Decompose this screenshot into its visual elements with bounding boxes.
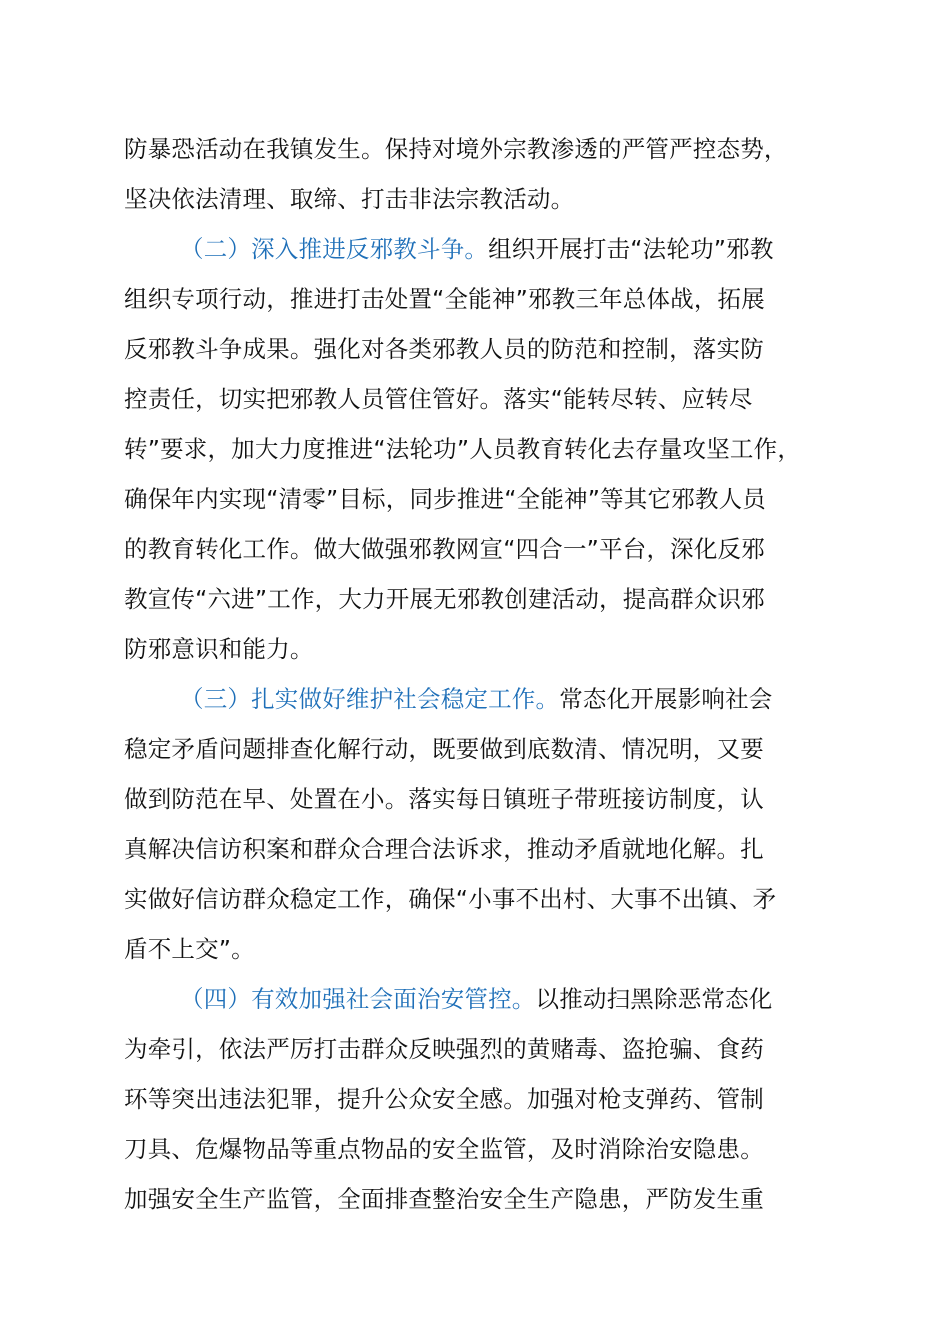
text-line xyxy=(124,724,844,774)
text-line xyxy=(124,324,844,374)
text-line xyxy=(124,874,844,924)
text-line xyxy=(124,274,844,324)
section-heading-3: （三）扎实做好维护社会稳定工作。 xyxy=(180,685,560,713)
line-text: 组织专项行动，推进打击处置“全能神”邪教三年总体战，拓展 xyxy=(124,285,765,313)
line-text: 确保年内实现“清零”目标，同步推进“全能神”等其它邪教人员 xyxy=(124,485,766,513)
line-text: 以推动扫黑除恶常态化 xyxy=(535,985,773,1013)
text-line xyxy=(124,824,844,874)
line-text: 加强安全生产监管，全面排查整治安全生产隐患，严防发生重 xyxy=(124,1185,764,1213)
line-text: 的教育转化工作。做大做强邪教网宣“四合一”平台，深化反邪 xyxy=(124,535,765,563)
text-line xyxy=(124,1124,844,1174)
section-heading-2: （二）深入推进反邪教斗争。 xyxy=(180,235,489,263)
text-line xyxy=(124,1174,844,1224)
section-heading-line-4 xyxy=(124,974,844,1024)
line-text: 做到防范在早、处置在小。落实每日镇班子带班接访制度，认 xyxy=(124,785,764,813)
line-text: 实做好信访群众稳定工作，确保“小事不出村、大事不出镇、矛 xyxy=(124,885,777,913)
document-body xyxy=(124,124,844,1224)
line-text: 真解决信访积案和群众合理合法诉求，推动矛盾就地化解。扎 xyxy=(124,835,764,863)
line-text: 组织开展打击“法轮功”邪教 xyxy=(488,235,774,263)
line-text: 盾不上交”。 xyxy=(124,935,255,963)
text-line xyxy=(124,924,844,974)
line-text: 教宣传“六进”工作，大力开展无邪教创建活动，提高群众识邪 xyxy=(124,585,765,613)
text-line xyxy=(124,624,844,674)
line-text: 刀具、危爆物品等重点物品的安全监管，及时消除治安隐患。 xyxy=(124,1135,764,1163)
text-line xyxy=(124,524,844,574)
text-line xyxy=(124,374,844,424)
text-line xyxy=(124,424,844,474)
line-text: 坚决依法清理、取缔、打击非法宗教活动。 xyxy=(124,185,575,213)
text-line xyxy=(124,124,844,174)
line-text: 防邪意识和能力。 xyxy=(124,635,314,663)
text-line xyxy=(124,1024,844,1074)
text-line xyxy=(124,1074,844,1124)
line-text: 常态化开展影响社会 xyxy=(559,685,773,713)
line-text: 转”要求，加大力度推进“法轮功”人员教育转化去存量攻坚工作， xyxy=(124,435,802,463)
line-text: 稳定矛盾问题排查化解行动，既要做到底数清、情况明，又要 xyxy=(124,735,764,763)
text-line xyxy=(124,174,844,224)
section-heading-4: （四）有效加强社会面治安管控。 xyxy=(180,985,536,1013)
section-heading-line-2 xyxy=(124,224,844,274)
section-heading-line-3 xyxy=(124,674,844,724)
text-line xyxy=(124,574,844,624)
line-text: 环等突出违法犯罪，提升公众安全感。加强对枪支弹药、管制 xyxy=(124,1085,764,1113)
line-text: 防暴恐活动在我镇发生。保持对境外宗教渗透的严管严控态势， xyxy=(124,135,788,163)
line-text: 反邪教斗争成果。强化对各类邪教人员的防范和控制，落实防 xyxy=(124,335,764,363)
line-text: 为牵引，依法严厉打击群众反映强烈的黄赌毒、盗抢骗、食药 xyxy=(124,1035,764,1063)
line-text: 控责任，切实把邪教人员管住管好。落实“能转尽转、应转尽 xyxy=(124,385,753,413)
text-line xyxy=(124,474,844,524)
text-line xyxy=(124,774,844,824)
